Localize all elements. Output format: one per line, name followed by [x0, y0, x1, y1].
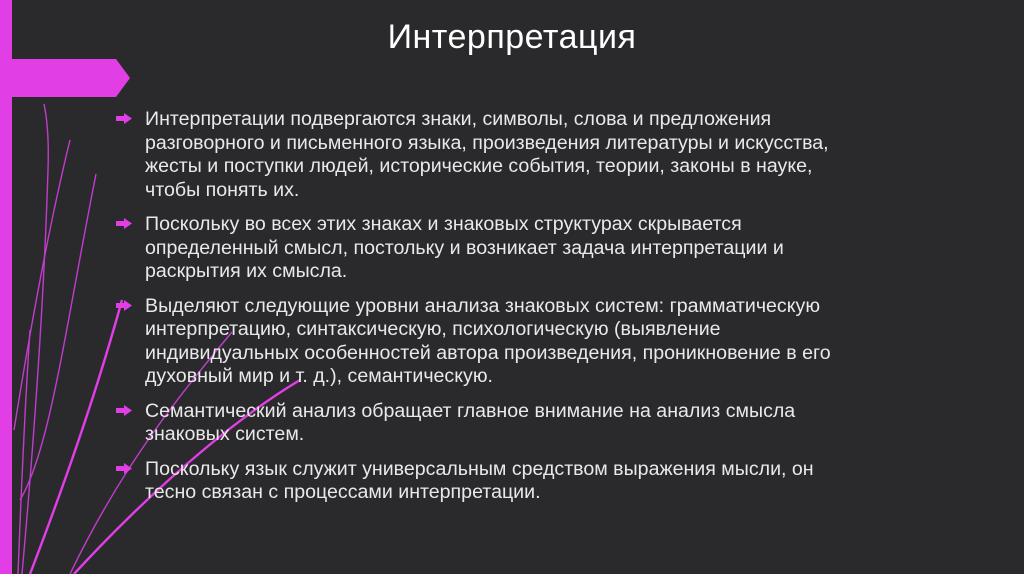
- list-item: [114, 458, 974, 505]
- bullet-list: [114, 108, 974, 516]
- list-item: [114, 213, 974, 284]
- curve-line: [20, 174, 96, 500]
- list-item: [114, 295, 974, 389]
- curve-line: [14, 140, 70, 430]
- curve-line: [22, 104, 48, 574]
- arrow-right-icon: [116, 463, 132, 474]
- list-item: [114, 400, 974, 447]
- arrow-right-icon: [116, 405, 132, 416]
- arrow-right-icon: [116, 113, 132, 124]
- list-item-text: Семантический анализ обращает главное внимание на анализ смысла знаковых систем.: [145, 399, 796, 445]
- accent-arrow-flag: [0, 59, 130, 97]
- list-item-text: Выделяют следующие уровни анализа знаковых систем: грамматическую интерпретацию, синтаксическую, психологическую (выявление индивидуальных особенностей автора произведения, проникновение в его духовный мир и т. д.), семантическую.: [145, 294, 831, 387]
- slide-title: Интерпретация: [387, 18, 637, 56]
- list-item-text: Поскольку язык служит универсальным средством выражения мысли, он тесно связан с процессами интерпретации.: [145, 457, 814, 503]
- list-item-text: Интерпретации подвергаются знаки, символы, слова и предложения разговорного и письменного языка, произведения литературы и искусства, жесты и поступки людей, исторические события, теории, законы в науке, чтобы понять их.: [145, 108, 829, 201]
- list-item-text: Поскольку во всех этих знаках и знаковых структурах скрывается определенный смысл, постольку и возникает задача интерпретации и раскрытия их смысла.: [145, 213, 784, 282]
- arrow-right-icon: [116, 300, 132, 311]
- list-item: [114, 108, 974, 202]
- arrow-right-icon: [116, 218, 132, 229]
